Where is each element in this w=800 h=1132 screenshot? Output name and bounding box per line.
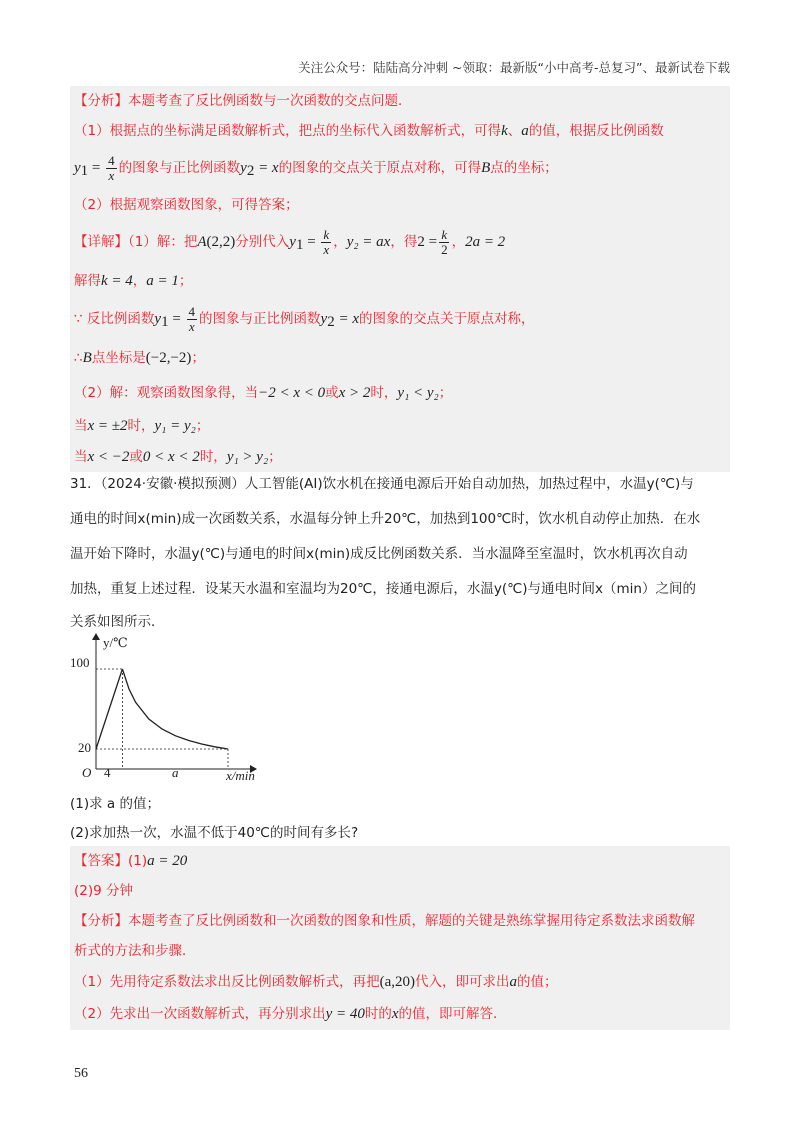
math-expr: y₁ = y₂ — [154, 418, 196, 434]
origin-label: O — [82, 765, 92, 780]
math-sub: 2 — [246, 163, 255, 179]
heating-line — [96, 669, 122, 749]
detail-line3 — [70, 298, 730, 340]
text: 的图象与正比例函数 — [199, 311, 321, 327]
analysis-text: 本题考查了反比例函数与一次函数的交点问题． — [128, 93, 412, 109]
question-31 — [70, 467, 730, 637]
text: 的图象的交点关于原点对称，可得 — [278, 160, 482, 176]
page-header: 关注公众号：陆陆高分冲刺 ~领取：最新版“小中高考-总复习”、最新试卷下载 — [298, 60, 730, 75]
math-expr: y = 40 — [325, 1006, 365, 1022]
text: 点的坐标； — [490, 160, 558, 176]
text: 的图象与正比例函数 — [118, 160, 241, 176]
question-line: 温开始下降时，水温y(℃)与通电的时间x(min)成反比例函数关系．当水温降至室温时，饮水机再次自动 — [70, 546, 688, 562]
math-eq: = — [303, 234, 320, 250]
text: 时， — [127, 418, 155, 434]
text: 代入，即可求出 — [415, 974, 510, 990]
text: ∵ 反比例函数 — [74, 311, 155, 327]
plot-area — [96, 669, 228, 769]
y-axis-label: y/℃ — [103, 635, 128, 650]
analysis-line-cont: 析式的方法和步骤． — [74, 943, 196, 959]
math-eq: = x — [254, 160, 279, 176]
question-line: 通电的时间x(min)成一次函数关系，水温每分钟上升20℃，加热到100℃时，饮水机自动停止加热．在水 — [70, 511, 701, 527]
math-x: x — [391, 1006, 399, 1022]
answer-tag: 【答案】 — [74, 853, 128, 869]
math-expr: y₁ > y₂ — [226, 449, 269, 465]
text: 或 — [325, 385, 339, 401]
math-point: (2,2) — [206, 234, 236, 250]
math-sub: 1 — [80, 163, 89, 179]
question-line: 31．（2024·安徽·模拟预测）人工智能(AI)饮水机在接通电源后开始自动加热，加热过程中，水温y(℃)与 — [70, 476, 694, 492]
sub-question-1: (1)求 a 的值； — [70, 796, 160, 812]
text: 、 — [507, 123, 522, 139]
detail-line4 — [70, 340, 730, 376]
analysis-tag: 【分析】 — [74, 913, 128, 929]
math-expr: k = 4 — [101, 273, 133, 289]
text: 本题考查了反比例函数和一次函数的图象和性质，解题的关键是熟练掌握用待定系数法求函数解 — [128, 913, 695, 929]
text: (1) — [128, 853, 148, 869]
detail-line1 — [70, 220, 730, 264]
text: 时的 — [364, 1006, 392, 1022]
text: 分别代入 — [235, 234, 290, 250]
sub-question-2: (2)求加热一次，水温不低于40℃的时间有多长? — [70, 825, 359, 841]
math-eq: = — [168, 311, 185, 327]
text: 解得 — [74, 273, 101, 289]
analysis-step1 — [70, 966, 730, 998]
text: ； — [438, 385, 453, 401]
math-expr: 2a = 2 — [465, 234, 506, 250]
analysis-step2 — [70, 190, 730, 220]
text: 的值，即可解答． — [398, 1006, 507, 1022]
cooling-curve — [122, 669, 228, 749]
math-B: B — [481, 160, 491, 176]
math-eq: = — [88, 160, 105, 176]
text: ，得 — [390, 234, 418, 250]
detail-line5 — [70, 376, 730, 410]
text: ， — [333, 234, 347, 250]
solution-block-1 — [70, 86, 730, 472]
math-expr: x = ±2 — [87, 418, 128, 434]
y-tick-100: 100 — [70, 655, 90, 670]
analysis-tag: 【分析】 — [74, 93, 128, 109]
math-A: A — [197, 234, 207, 250]
analysis-line — [70, 906, 730, 936]
solution-block-2 — [70, 846, 730, 1030]
math-expr: a = 20 — [147, 853, 188, 869]
question-line: 关系如图所示． — [70, 614, 165, 630]
math-y: y — [74, 160, 81, 176]
sub-questions — [70, 790, 730, 848]
math-sub: 2 — [327, 314, 335, 330]
math-y: y — [240, 160, 247, 176]
math-expr: y₁ < y₂ — [397, 385, 439, 401]
text: （1）根据点的坐标满足函数解析式，把点的坐标代入函数解析式，可得 — [74, 123, 502, 139]
math-eq: = x — [334, 311, 359, 327]
frac-den: x — [188, 318, 195, 334]
math-point: (a,20) — [379, 974, 415, 990]
math-a: a — [521, 123, 529, 139]
text: ； — [178, 273, 193, 289]
math-y: y — [320, 311, 328, 327]
text: ∴ — [74, 350, 83, 366]
fraction-k-over-x — [321, 228, 331, 257]
fraction-4-over-x — [187, 305, 198, 334]
analysis-step1 — [70, 116, 730, 146]
math-expr: x < −2 — [87, 449, 130, 465]
x-axis-label: x/min — [226, 768, 255, 782]
text: ； — [195, 418, 210, 434]
math-expr: x > 2 — [338, 385, 371, 401]
detail-line2 — [70, 264, 730, 298]
text: 的值； — [517, 974, 558, 990]
math-sub: 1 — [295, 237, 304, 253]
text: （1）先用待定系数法求出反比例函数解析式，再把 — [74, 974, 380, 990]
fraction-4-over-x — [106, 154, 117, 183]
text: （2）根据观察函数图象，可得答案； — [74, 197, 299, 213]
text: 时， — [370, 385, 398, 401]
math-expr: −2 < x < 0 — [258, 385, 326, 401]
text: 的图象的交点关于原点对称， — [358, 311, 535, 327]
analysis-step1-cont — [70, 146, 730, 190]
math-a: a — [509, 974, 517, 990]
frac-num: 4 — [188, 303, 196, 319]
math-y: y — [154, 311, 162, 327]
math-B: B — [82, 350, 92, 366]
frac-den: 2 — [441, 241, 448, 257]
detail-tag: 【详解】 — [74, 234, 128, 250]
math-point: (−2,−2) — [145, 350, 192, 366]
math-expr: a = 1 — [146, 273, 179, 289]
math-y: y — [289, 234, 296, 250]
frac-den: x — [108, 167, 115, 183]
math-expr: 2 = — [417, 234, 438, 250]
math-expr: 0 < x < 2 — [142, 449, 200, 465]
text: ； — [191, 350, 205, 366]
text: 的值，根据反比例函数 — [528, 123, 664, 139]
frac-num: k — [323, 226, 330, 242]
x-tick-4: 4 — [104, 765, 111, 780]
text: ； — [268, 449, 282, 465]
answer-line-2: (2)9 分钟 — [74, 883, 134, 899]
text: （2）解：观察函数图象得，当 — [74, 385, 259, 401]
page-number: 56 — [74, 1066, 88, 1081]
fraction-k-over-2 — [439, 228, 450, 257]
text: 或 — [129, 449, 143, 465]
frac-num: k — [441, 226, 448, 242]
y-tick-20: 20 — [78, 740, 91, 755]
answer-line — [70, 846, 730, 876]
text: 时， — [199, 449, 227, 465]
frac-num: 4 — [108, 152, 115, 168]
math-k: k — [501, 123, 508, 139]
temperature-graph — [70, 630, 270, 782]
text: 当 — [74, 449, 88, 465]
text: （1）解：把 — [128, 234, 198, 250]
math-expr: y₂ = ax — [346, 234, 391, 250]
x-tick-a: a — [172, 765, 179, 780]
analysis-line — [70, 86, 730, 116]
text: （2）先求出一次函数解析式，再分别求出 — [74, 1006, 326, 1022]
text: 点坐标是 — [91, 350, 146, 366]
math-sub: 1 — [161, 314, 169, 330]
analysis-step2 — [70, 998, 730, 1030]
text: ， — [451, 234, 466, 250]
detail-line6 — [70, 410, 730, 442]
frac-den: x — [323, 241, 330, 257]
text: 当 — [74, 418, 88, 434]
text: ， — [132, 273, 147, 289]
question-line: 加热，重复上述过程．设某天水温和室温均为20℃，接通电源后，水温y(℃)与通电时间x（min）之间的 — [70, 581, 696, 597]
